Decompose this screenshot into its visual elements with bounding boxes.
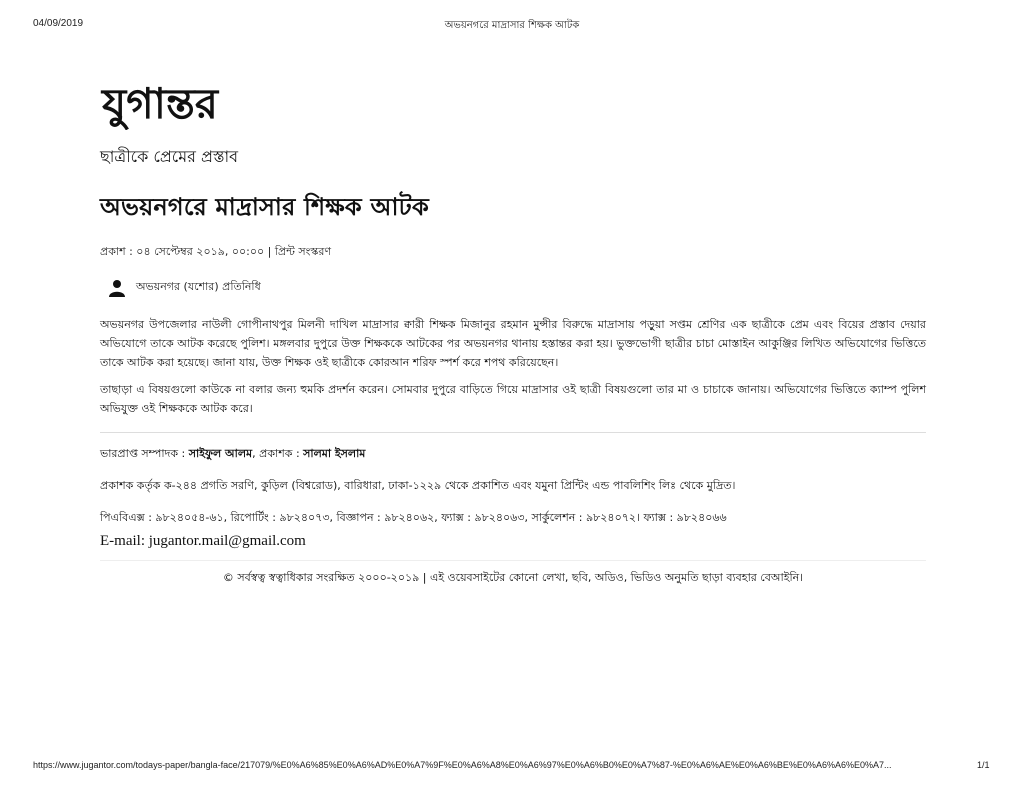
jugantor-logo[interactable] [100,80,360,130]
editor-label: ভারপ্রাপ্ত সম্পাদক : [100,447,189,460]
publisher-address: প্রকাশক কর্তৃক ক-২৪৪ প্রগতি সরণি, কুড়িল (বিশ্বরোড), বারিধারা, ঢাকা-১২২৯ থেকে প্রকাশিত এবং যমুনা প্রিন্টিং এন্ড পাবলিশিং লিঃ থেকে মুদ্রিত। [100,479,736,492]
publisher-name: সালমা ইসলাম [303,447,366,460]
article-paragraph: তাছাড়া এ বিষয়গুলো কাউকে না বলার জন্য হুমকি প্রদর্শন করেন। সোমবার দুপুরে বাড়িতে গিয়ে মাদ্রাসার ওই ছাত্রী বিষয়গুলো তার মা ও চাচাকে জানায়। অভিযোগের ভিত্তিতে ক্যাম্প পুলিশ অভিযুক্ত ওই শিক্ষককে আটক করে। [100,383,926,415]
copyright-divider [100,560,926,561]
article-author [100,278,926,297]
article-page [100,80,926,588]
article-shoulder: ছাত্রীকে প্রেমের প্রস্তাব [100,147,239,166]
print-page-title: অভয়নগরে মাদ্রাসার শিক্ষক আটক [444,20,580,31]
article-paragraph: অভয়নগর উপজেলার নাউলী গোপীনাথপুর মিলনী দাখিল মাদ্রাসার ক্বারী শিক্ষক মিজানুর রহমান মুন্সীর বিরুদ্ধে মাদ্রাসায় পড়ুয়া সপ্তম শ্রেণির এক ছাত্রীকে প্রেম এবং বিয়ের প্রস্তাব দেয়ার অভিযোগে তাকে আটক করেছে পুলিশ। মঙ্গলবার দুপুরে উক্ত শিক্ষককে আটকের পর অভয়নগর থানায় হস্তান্তর করা হয়। ভুক্তভোগী ছাত্রীর চাচা মোস্তাইন আকুঞ্জির লিখিত অভিযোগের ভিত্তিতে তাকে আটক করা হয়েছে। জানা যায়, উক্ত শিক্ষক ওই ছাত্রীকে কোরআন শরিফ স্পর্শ করে শপথ করিয়েছেন। [100,318,926,369]
contact-email[interactable]: E-mail: jugantor.mail@gmail.com [100,533,306,549]
contact-phones: পিএবিএক্স : ৯৮২৪০৫৪-৬১, রিপোর্টিং : ৯৮২৪০৭৩, বিজ্ঞাপন : ৯৮২৪০৬২, ফ্যাক্স : ৯৮২৪০৬৩, সার্কুলেশন : ৯৮২৪০৭২। ফ্যাক্স : ৯৮২৪০৬৬ [100,511,727,524]
print-url[interactable]: https://www.jugantor.com/todays-paper/bangla-face/217079/%E0%A6%85%E0%A6%AD%E0%A7%9F%E0%A6%A8%E0%A6%97%E0%A6%B0%E0%A7%87-%E0%A6%AE%E0%A6%BE%E0%A6%A6%E0%A7... [33,760,892,770]
print-page-number: 1/1 [977,760,990,770]
publisher-label: , প্রকাশক : [252,447,304,460]
author-label: অভয়নগর (যশোর) প্রতিনিধি [136,280,261,293]
print-date: 04/09/2019 [33,18,84,29]
footer-divider [100,432,926,433]
user-icon [108,279,126,297]
editor-publisher-line [100,443,926,465]
article-headline: অভয়নগরে মাদ্রাসার শিক্ষক আটক [100,193,429,221]
copyright-notice: © সর্বস্বত্ব স্বত্বাধিকার সংরক্ষিত ২০০০-২০১৯ | এই ওয়েবসাইটের কোনো লেখা, ছবি, অডিও, ভিডিও অনুমতি ছাড়া ব্যবহার বেআইনি। [222,571,804,584]
article-meta: প্রকাশ : ০৪ সেপ্টেম্বর ২০১৯, ০০:০০ | প্রিন্ট সংস্করণ [100,245,332,258]
logo-text: যুগান্তর [102,80,218,128]
editor-name: সাইফুল আলম [188,447,253,460]
